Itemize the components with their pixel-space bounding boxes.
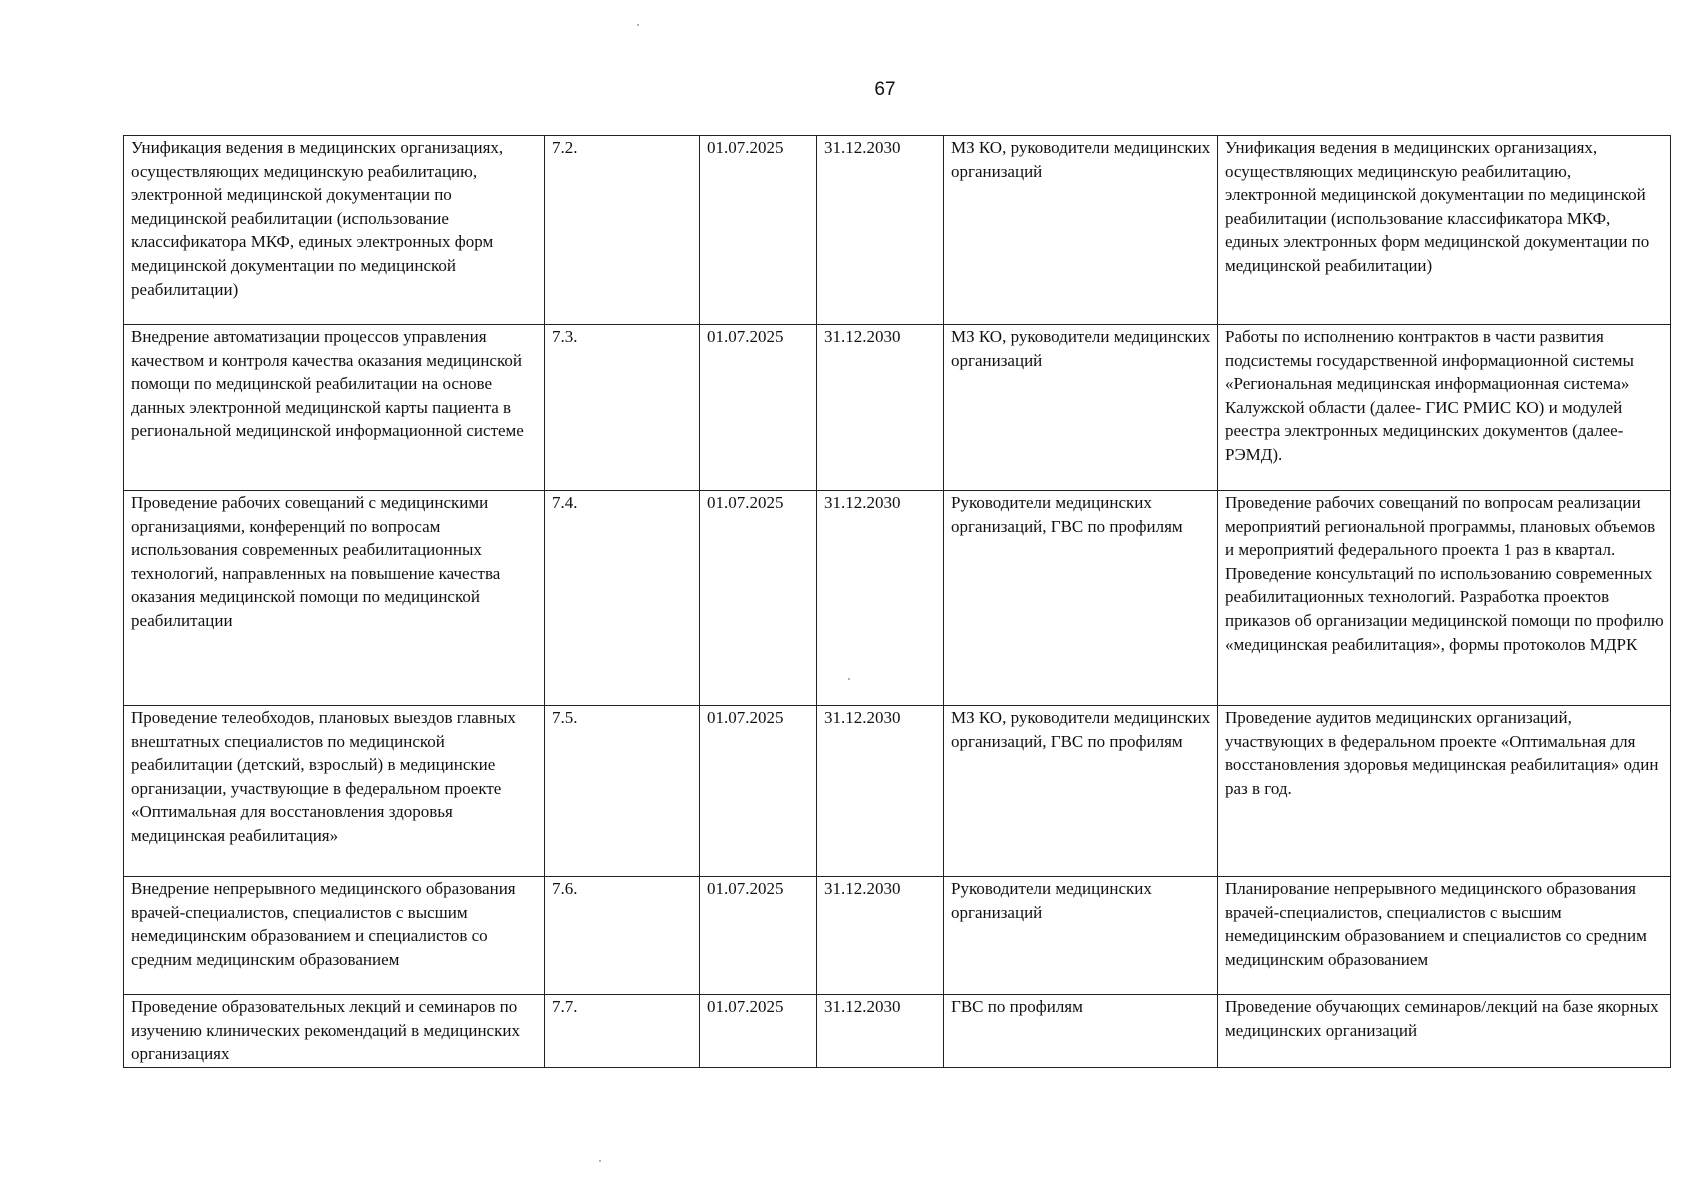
responsible-cell: Руководители медицинских организаций, ГВС по профилям [944,491,1218,706]
scan-speck [599,1160,601,1162]
activity-cell: Унификация ведения в медицинских организациях, осуществляющих медицинскую реабилитацию, электронной медицинской документации по медицинской реабилитации (использование классификатора МКФ, единых электронных форм медицинской документации по медицинской реабилитации) [124,136,545,325]
item-number-cell: 7.2. [545,136,700,325]
start-date-cell: 01.07.2025 [700,325,817,491]
table-row [124,491,1671,706]
activity-cell: Проведение образовательных лекций и семинаров по изучению клинических рекомендаций в медицинских организациях [124,995,545,1068]
responsible-cell: МЗ КО, руководители медицинских организаций, ГВС по профилям [944,706,1218,877]
result-cell: Проведение аудитов медицинских организаций, участвующих в федеральном проекте «Оптимальная для восстановления здоровья медицинская реабилитация» один раз в год. [1218,706,1671,877]
start-date-cell: 01.07.2025 [700,136,817,325]
end-date-cell: 31.12.2030 [817,706,944,877]
start-date-cell: 01.07.2025 [700,706,817,877]
result-cell: Работы по исполнению контрактов в части развития подсистемы государственной информационной системы «Региональная медицинская информационная система» Калужской области (далее- ГИС РМИС КО) и модулей реестра электронных медицинских документов (далее- РЭМД). [1218,325,1671,491]
start-date-cell: 01.07.2025 [700,995,817,1068]
activity-cell: Проведение телеобходов, плановых выездов главных внештатных специалистов по медицинской реабилитации (детский, взрослый) в медицинские организации, участвующие в федеральном проекте «Оптимальная для восстановления здоровья медицинская реабилитация» [124,706,545,877]
end-date-cell: 31.12.2030 [817,136,944,325]
end-date-cell: 31.12.2030 [817,877,944,995]
scan-speck [637,24,639,26]
table-row [124,706,1671,877]
table-row [124,877,1671,995]
item-number-cell: 7.7. [545,995,700,1068]
responsible-cell: Руководители медицинских организаций [944,877,1218,995]
activity-cell: Внедрение непрерывного медицинского образования врачей-специалистов, специалистов с высшим немедицинским образованием и специалистов со средним медицинским образованием [124,877,545,995]
activity-cell: Внедрение автоматизации процессов управления качеством и контроля качества оказания медицинской помощи по медицинской реабилитации на основе данных электронной медицинской карты пациента в региональной медицинской информационной системе [124,325,545,491]
end-date-cell: 31.12.2030 [817,995,944,1068]
result-cell: Унификация ведения в медицинских организациях, осуществляющих медицинскую реабилитацию, электронной медицинской документации по медицинской реабилитации (использование классификатора МКФ, единых электронных форм медицинской документации по медицинской реабилитации) [1218,136,1671,325]
scan-speck [848,678,850,680]
activity-cell: Проведение рабочих совещаний с медицинскими организациями, конференций по вопросам использования современных реабилитационных технологий, направленных на повышение качества оказания медицинской помощи по медицинской реабилитации [124,491,545,706]
result-cell: Планирование непрерывного медицинского образования врачей-специалистов, специалистов с высшим немедицинским образованием и специалистов со средним медицинским образованием [1218,877,1671,995]
page-number: 67 [874,79,896,100]
responsible-cell: МЗ КО, руководители медицинских организаций [944,136,1218,325]
end-date-cell: 31.12.2030 [817,491,944,706]
result-cell: Проведение обучающих семинаров/лекций на базе якорных медицинских организаций [1218,995,1671,1068]
item-number-cell: 7.5. [545,706,700,877]
start-date-cell: 01.07.2025 [700,877,817,995]
table-row [124,995,1671,1068]
responsible-cell: МЗ КО, руководители медицинских организаций [944,325,1218,491]
end-date-cell: 31.12.2030 [817,325,944,491]
table-row [124,136,1671,325]
responsible-cell: ГВС по профилям [944,995,1218,1068]
table-row [124,325,1671,491]
item-number-cell: 7.6. [545,877,700,995]
activities-table [123,135,1671,1068]
item-number-cell: 7.4. [545,491,700,706]
result-cell: Проведение рабочих совещаний по вопросам реализации мероприятий региональной программы, плановых объемов и мероприятий федерального проекта 1 раз в квартал. Проведение консультаций по использованию современных реабилитационных технологий. Разработка проектов приказов об организации медицинской помощи по профилю «медицинская реабилитация», формы протоколов МДРК [1218,491,1671,706]
start-date-cell: 01.07.2025 [700,491,817,706]
item-number-cell: 7.3. [545,325,700,491]
